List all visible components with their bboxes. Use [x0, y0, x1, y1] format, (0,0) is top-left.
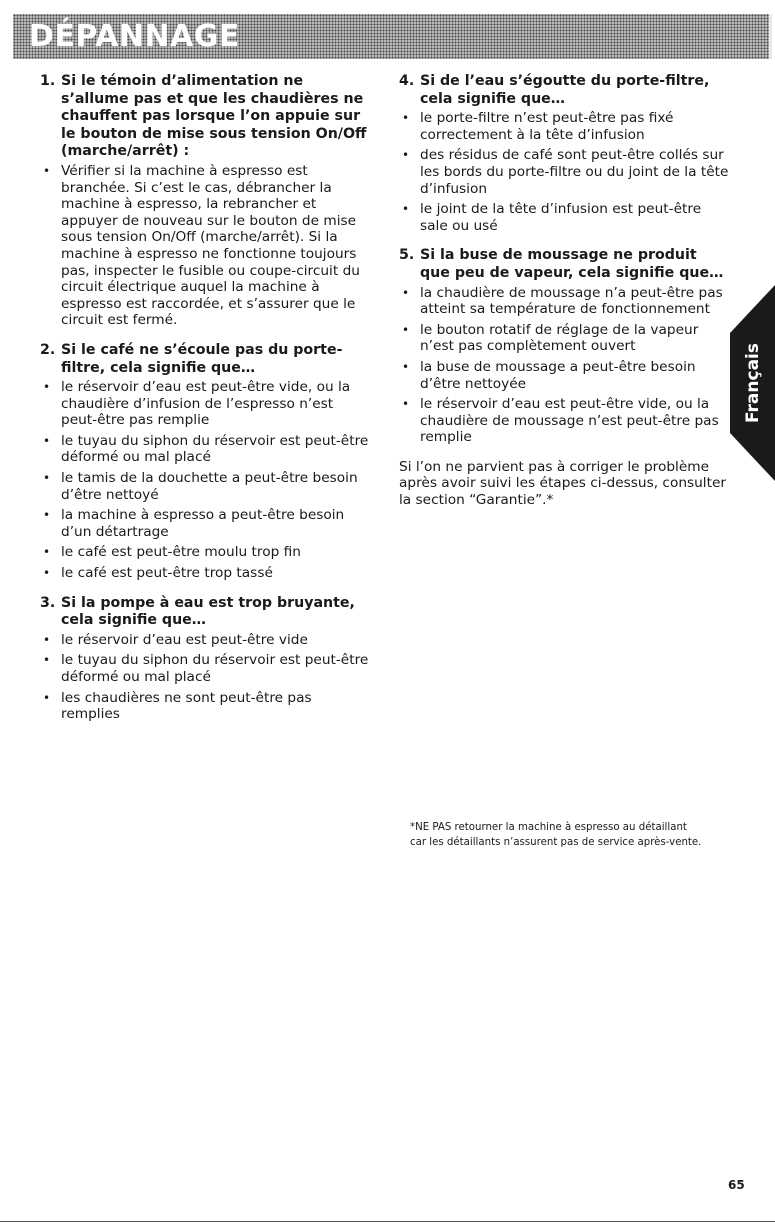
list-item-text: le réservoir d’eau est peut-être vide [61, 631, 308, 648]
bullet-list [40, 632, 370, 723]
bullet-icon: • [402, 359, 410, 374]
bullet-list [40, 379, 370, 582]
list-item [40, 544, 370, 561]
bullet-icon: • [43, 632, 51, 647]
list-item [40, 379, 370, 429]
banner-edge [769, 14, 772, 59]
list-item [399, 359, 729, 392]
section-heading-text: Si la pompe à eau est trop bruyante, cela signifie que… [61, 594, 355, 629]
troubleshooting-section [40, 342, 370, 582]
bullet-icon: • [43, 433, 51, 448]
bullet-icon: • [43, 471, 51, 486]
list-item-text: le bouton rotatif de réglage de la vapeur n’est pas complètement ouvert [420, 321, 699, 355]
list-item [399, 110, 729, 143]
list-item [40, 632, 370, 649]
troubleshooting-section [399, 73, 729, 234]
bullet-icon: • [43, 653, 51, 668]
list-item-text: le café est peut-être trop tassé [61, 565, 273, 582]
list-item-text: la buse de moussage a peut-être besoin d’être nettoyée [420, 358, 696, 392]
list-item [40, 565, 370, 582]
right-column [399, 73, 729, 509]
list-item-text: le réservoir d’eau est peut-être vide, ou la chaudière de moussage n’est peut-être pas remplie [420, 396, 719, 446]
section-heading [40, 595, 370, 630]
section-number: 1. [40, 73, 56, 89]
bullet-icon: • [402, 111, 410, 126]
footnote [410, 820, 750, 850]
bullet-icon: • [43, 163, 51, 178]
list-item [40, 433, 370, 466]
bullet-list [399, 110, 729, 234]
section-banner [13, 14, 772, 59]
bullet-icon: • [43, 380, 51, 395]
left-column [40, 73, 370, 736]
section-number: 2. [40, 341, 56, 358]
bullet-icon: • [43, 566, 51, 581]
list-item [399, 285, 729, 318]
section-number: 4. [399, 73, 415, 89]
troubleshooting-section [40, 595, 370, 723]
list-item [40, 163, 370, 329]
section-heading [399, 247, 729, 282]
bullet-icon: • [402, 285, 410, 300]
list-item-text: des résidus de café sont peut-être collés sur les bords du porte-filtre ou du joint de la tête d’infusion [420, 147, 729, 197]
section-number: 5. [399, 247, 415, 264]
page-number: 65 [728, 1178, 745, 1192]
list-item [40, 652, 370, 685]
language-tab-label: Français [742, 343, 763, 423]
list-item [40, 470, 370, 503]
bullet-icon: • [43, 545, 51, 560]
list-item-text: Vérifier si la machine à espresso est branchée. Si c’est le cas, débrancher la machine à espresso, la rebrancher et appuyer de nouveau sur le bouton de mise sous tension On/Off (marche/arrêt). Si la machine à espresso ne fonctionne toujours pas, inspecter le fusible ou coupe-circuit du circuit électrique auquel la machine à espresso est raccordée, et s’assurer que le circuit est fermé. [61, 162, 360, 329]
list-item [399, 396, 729, 446]
troubleshooting-section [399, 247, 729, 446]
list-item-text: le porte-filtre n’est peut-être pas fixé correctement à la tête d’infusion [420, 110, 674, 143]
list-item-text: le réservoir d’eau est peut-être vide, ou la chaudière d’infusion de l’espresso n’est peut-être pas remplie [61, 379, 351, 429]
section-heading [40, 73, 370, 161]
section-heading-text: Si la buse de moussage ne produit que peu de vapeur, cela signifie que… [420, 247, 724, 281]
bullet-icon: • [402, 322, 410, 337]
section-number: 3. [40, 594, 56, 611]
list-item-text: le café est peut-être moulu trop fin [61, 544, 301, 561]
list-item [399, 147, 729, 197]
page-title: DÉPANNAGE [29, 19, 240, 54]
section-heading-text: Si de l’eau s’égoutte du porte-filtre, cela signifie que… [420, 73, 710, 107]
bullet-icon: • [43, 508, 51, 523]
list-item [40, 690, 370, 723]
section-heading-text: Si le café ne s’écoule pas du porte-filtre, cela signifie que… [61, 341, 343, 376]
closing-paragraph: Si l’on ne parvient pas à corriger le problème après avoir suivi les étapes ci-dessus, consulter la section “Garantie”.* [399, 458, 727, 509]
list-item-text: la machine à espresso a peut-être besoin d’un détartrage [61, 507, 345, 540]
list-item-text: le tamis de la douchette a peut-être besoin d’être nettoyé [61, 470, 358, 503]
section-heading [40, 342, 370, 377]
list-item-text: le tuyau du siphon du réservoir est peut-être déformé ou mal placé [61, 652, 369, 685]
list-item-text: les chaudières ne sont peut-être pas remplies [61, 689, 312, 723]
bullet-icon: • [402, 202, 410, 217]
bottom-rule [0, 1221, 775, 1222]
list-item [40, 507, 370, 540]
section-heading [399, 73, 729, 108]
section-heading-text: Si le témoin d’alimentation ne s’allume pas et que les chaudières ne chauffent pas lorsque l’on appuie sur le bouton de mise sous tension On/Off (marche/arrêt) : [61, 73, 367, 160]
bullet-icon: • [402, 397, 410, 412]
list-item [399, 201, 729, 234]
footnote-line-2: car les détaillants n’assurent pas de service après-vente. [410, 837, 702, 848]
bullet-icon: • [43, 690, 51, 705]
list-item-text: le joint de la tête d’infusion est peut-être sale ou usé [420, 201, 702, 234]
list-item-text: le tuyau du siphon du réservoir est peut-être déformé ou mal placé [61, 432, 369, 466]
list-item [399, 322, 729, 355]
language-tab [730, 285, 775, 481]
troubleshooting-section [40, 73, 370, 329]
bullet-list [399, 285, 729, 446]
bullet-icon: • [402, 148, 410, 163]
bullet-list [40, 163, 370, 329]
footnote-line-1: *NE PAS retourner la machine à espresso au détaillant [410, 822, 687, 833]
list-item-text: la chaudière de moussage n’a peut-être pas atteint sa température de fonctionnement [420, 284, 723, 318]
